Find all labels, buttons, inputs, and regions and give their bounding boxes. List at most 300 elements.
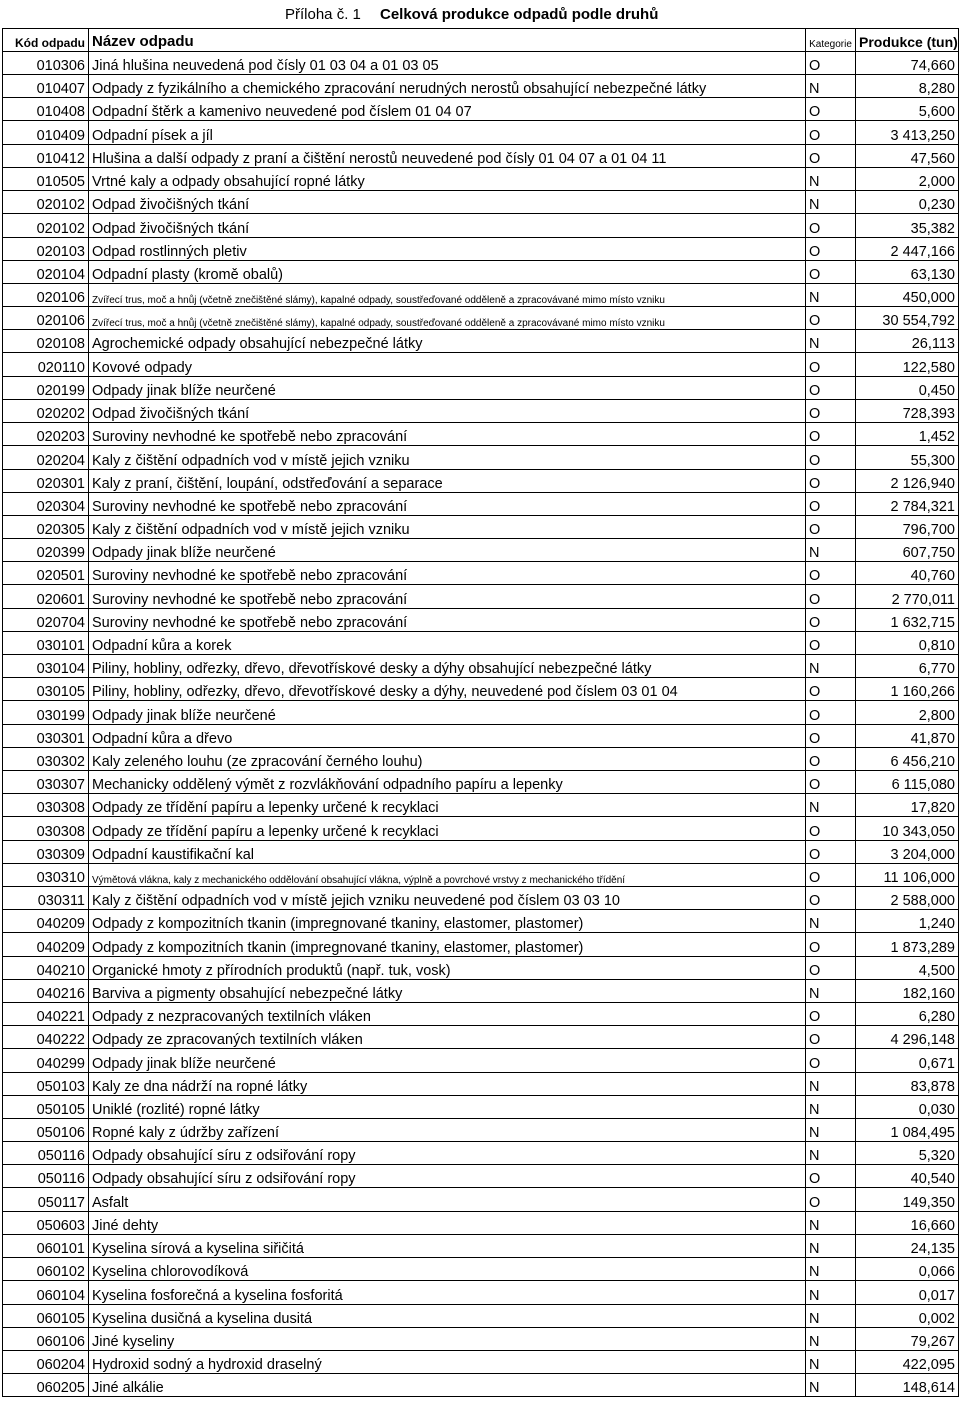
table-row: [3, 353, 959, 376]
category-cell: O: [806, 956, 856, 979]
waste-name-cell: Vrtné kaly a odpady obsahující ropné látky: [89, 167, 806, 190]
waste-name-cell: Odpad živočišných tkání: [89, 191, 806, 214]
waste-code-cell: 020601: [3, 585, 89, 608]
waste-name-cell: Odpadní písek a jíl: [89, 121, 806, 144]
table-row: [3, 52, 959, 75]
category-cell: O: [806, 1026, 856, 1049]
waste-name-cell: Mechanicky oddělený výmět z rozvlákňování odpadního papíru a lepenky: [89, 770, 806, 793]
category-cell: O: [806, 237, 856, 260]
waste-name-cell: Odpady jinak blíže neurčené: [89, 1049, 806, 1072]
table-row: [3, 794, 959, 817]
category-cell: O: [806, 840, 856, 863]
waste-name-cell: Uniklé (rozlité) ropné látky: [89, 1095, 806, 1118]
table-row: [3, 910, 959, 933]
table-row: [3, 492, 959, 515]
waste-code-cell: 020202: [3, 399, 89, 422]
production-cell: 2 588,000: [856, 887, 959, 910]
category-cell: O: [806, 469, 856, 492]
waste-code-cell: 040299: [3, 1049, 89, 1072]
table-row: [3, 770, 959, 793]
production-cell: 0,066: [856, 1258, 959, 1281]
table-row: [3, 399, 959, 422]
table-row: [3, 1258, 959, 1281]
waste-name-cell: Kyselina chlorovodíková: [89, 1258, 806, 1281]
category-cell: O: [806, 724, 856, 747]
waste-name-cell: Barviva a pigmenty obsahující nebezpečné látky: [89, 979, 806, 1002]
category-cell: O: [806, 585, 856, 608]
production-cell: 63,130: [856, 260, 959, 283]
waste-code-cell: 010412: [3, 144, 89, 167]
category-cell: N: [806, 794, 856, 817]
production-cell: 26,113: [856, 330, 959, 353]
waste-code-cell: 020106: [3, 307, 89, 330]
category-cell: O: [806, 121, 856, 144]
waste-code-cell: 010409: [3, 121, 89, 144]
waste-code-cell: 030105: [3, 678, 89, 701]
waste-name-cell: Odpad rostlinných pletiv: [89, 237, 806, 260]
waste-name-cell: Odpadní kůra a korek: [89, 631, 806, 654]
production-cell: 5,320: [856, 1142, 959, 1165]
waste-name-cell: Odpady ze zpracovaných textilních vláken: [89, 1026, 806, 1049]
waste-code-cell: 020102: [3, 191, 89, 214]
waste-code-cell: 030307: [3, 770, 89, 793]
category-cell: N: [806, 655, 856, 678]
waste-code-cell: 030302: [3, 747, 89, 770]
production-cell: 0,671: [856, 1049, 959, 1072]
waste-code-cell: 030310: [3, 863, 89, 886]
waste-code-cell: 020203: [3, 423, 89, 446]
waste-name-cell: Odpady obsahující síru z odsiřování ropy: [89, 1165, 806, 1188]
category-cell: O: [806, 608, 856, 631]
waste-name-cell: Výmětová vlákna, kaly z mechanického oddělování obsahující vlákna, výplně a povrchové vrstvy z mechanického třídění: [89, 863, 806, 886]
waste-name-cell: Kaly ze dna nádrží na ropné látky: [89, 1072, 806, 1095]
waste-code-cell: 040221: [3, 1002, 89, 1025]
category-cell: O: [806, 423, 856, 446]
production-cell: 1 160,266: [856, 678, 959, 701]
waste-code-cell: 030301: [3, 724, 89, 747]
production-cell: 1,240: [856, 910, 959, 933]
table-row: [3, 1072, 959, 1095]
table-row: [3, 144, 959, 167]
category-cell: N: [806, 167, 856, 190]
waste-code-cell: 040222: [3, 1026, 89, 1049]
waste-name-cell: Kyselina sírová a kyselina siřičitá: [89, 1234, 806, 1257]
waste-name-cell: Kovové odpady: [89, 353, 806, 376]
table-row: [3, 1165, 959, 1188]
waste-name-cell: Kyselina dusičná a kyselina dusitá: [89, 1304, 806, 1327]
category-cell: N: [806, 330, 856, 353]
production-cell: 4,500: [856, 956, 959, 979]
waste-code-cell: 020204: [3, 446, 89, 469]
production-cell: 79,267: [856, 1327, 959, 1350]
category-cell: N: [806, 75, 856, 98]
production-cell: 182,160: [856, 979, 959, 1002]
waste-name-cell: Odpady ze třídění papíru a lepenky určené k recyklaci: [89, 817, 806, 840]
table-row: [3, 283, 959, 306]
production-cell: 0,002: [856, 1304, 959, 1327]
waste-code-cell: 050103: [3, 1072, 89, 1095]
table-row: [3, 956, 959, 979]
table-row: [3, 515, 959, 538]
waste-name-cell: Odpady jinak blíže neurčené: [89, 376, 806, 399]
production-cell: 728,393: [856, 399, 959, 422]
waste-code-cell: 020104: [3, 260, 89, 283]
table-row: [3, 121, 959, 144]
production-cell: 1 632,715: [856, 608, 959, 631]
table-row: [3, 1002, 959, 1025]
production-cell: 5,600: [856, 98, 959, 121]
table-row: [3, 863, 959, 886]
production-cell: 2,000: [856, 167, 959, 190]
waste-code-cell: 060101: [3, 1234, 89, 1257]
production-cell: 6,770: [856, 655, 959, 678]
category-cell: N: [806, 1327, 856, 1350]
waste-code-cell: 030308: [3, 817, 89, 840]
waste-name-cell: Odpadní kůra a dřevo: [89, 724, 806, 747]
category-cell: O: [806, 307, 856, 330]
waste-name-cell: Suroviny nevhodné ke spotřebě nebo zpracování: [89, 562, 806, 585]
category-cell: O: [806, 353, 856, 376]
category-cell: N: [806, 1211, 856, 1234]
production-cell: 2 447,166: [856, 237, 959, 260]
waste-name-cell: Piliny, hobliny, odřezky, dřevo, dřevotřískové desky a dýhy, neuvedené pod číslem 03 01 04: [89, 678, 806, 701]
category-cell: O: [806, 678, 856, 701]
production-cell: 55,300: [856, 446, 959, 469]
category-cell: N: [806, 1281, 856, 1304]
waste-code-cell: 060205: [3, 1374, 89, 1397]
waste-name-cell: Kaly zeleného louhu (ze zpracování černého louhu): [89, 747, 806, 770]
waste-name-cell: Odpady jinak blíže neurčené: [89, 701, 806, 724]
table-row: [3, 214, 959, 237]
waste-name-cell: Zvířecí trus, moč a hnůj (včetně znečištěné slámy), kapalné odpady, soustřeďované odděleně a zpracovávané mimo místo vzniku: [89, 283, 806, 306]
waste-code-cell: 010407: [3, 75, 89, 98]
category-cell: O: [806, 863, 856, 886]
table-row: [3, 979, 959, 1002]
category-cell: O: [806, 492, 856, 515]
table-row: [3, 1234, 959, 1257]
table-row: [3, 1118, 959, 1141]
production-cell: 3 204,000: [856, 840, 959, 863]
waste-name-cell: Odpadní kaustifikační kal: [89, 840, 806, 863]
production-cell: 41,870: [856, 724, 959, 747]
waste-name-cell: Agrochemické odpady obsahující nebezpečné látky: [89, 330, 806, 353]
table-row: [3, 1327, 959, 1350]
waste-name-cell: Odpad živočišných tkání: [89, 399, 806, 422]
category-cell: O: [806, 817, 856, 840]
production-cell: 6 456,210: [856, 747, 959, 770]
production-cell: 6,280: [856, 1002, 959, 1025]
table-row: [3, 423, 959, 446]
production-cell: 16,660: [856, 1211, 959, 1234]
waste-code-cell: 010505: [3, 167, 89, 190]
waste-code-cell: 020108: [3, 330, 89, 353]
waste-code-cell: 050116: [3, 1165, 89, 1188]
document-title: [0, 4, 960, 26]
category-cell: O: [806, 399, 856, 422]
column-header-production: Produkce (tun): [856, 29, 959, 52]
production-cell: 0,450: [856, 376, 959, 399]
table-header: [3, 29, 959, 52]
table-row: [3, 167, 959, 190]
page-title: Celková produkce odpadů podle druhů: [380, 6, 659, 23]
waste-name-cell: Odpady z kompozitních tkanin (impregnované tkaniny, elastomer, plastomer): [89, 933, 806, 956]
table-row: [3, 701, 959, 724]
waste-code-cell: 050116: [3, 1142, 89, 1165]
production-cell: 607,750: [856, 539, 959, 562]
category-cell: O: [806, 701, 856, 724]
category-cell: O: [806, 562, 856, 585]
table-row: [3, 655, 959, 678]
production-cell: 6 115,080: [856, 770, 959, 793]
waste-name-cell: Kaly z čištění odpadních vod v místě jejich vzniku: [89, 515, 806, 538]
category-cell: O: [806, 515, 856, 538]
category-cell: O: [806, 1188, 856, 1211]
production-cell: 40,540: [856, 1165, 959, 1188]
production-cell: 1,452: [856, 423, 959, 446]
category-cell: O: [806, 1165, 856, 1188]
waste-name-cell: Suroviny nevhodné ke spotřebě nebo zpracování: [89, 585, 806, 608]
waste-name-cell: Odpadní štěrk a kamenivo neuvedené pod číslem 01 04 07: [89, 98, 806, 121]
waste-code-cell: 020110: [3, 353, 89, 376]
production-cell: 2 770,011: [856, 585, 959, 608]
production-cell: 2 126,940: [856, 469, 959, 492]
production-cell: 10 343,050: [856, 817, 959, 840]
waste-code-cell: 010408: [3, 98, 89, 121]
waste-name-cell: Suroviny nevhodné ke spotřebě nebo zpracování: [89, 423, 806, 446]
category-cell: N: [806, 1258, 856, 1281]
table-row: [3, 469, 959, 492]
category-cell: O: [806, 214, 856, 237]
waste-code-cell: 020102: [3, 214, 89, 237]
table-row: [3, 539, 959, 562]
waste-name-cell: Jiná hlušina neuvedená pod čísly 01 03 04 a 01 03 05: [89, 52, 806, 75]
waste-name-cell: Hydroxid sodný a hydroxid draselný: [89, 1350, 806, 1373]
waste-code-cell: 030199: [3, 701, 89, 724]
category-cell: N: [806, 1234, 856, 1257]
waste-code-cell: 040216: [3, 979, 89, 1002]
category-cell: O: [806, 260, 856, 283]
production-cell: 148,614: [856, 1374, 959, 1397]
production-cell: 0,017: [856, 1281, 959, 1304]
production-cell: 35,382: [856, 214, 959, 237]
category-cell: O: [806, 631, 856, 654]
waste-code-cell: 030308: [3, 794, 89, 817]
production-cell: 2,800: [856, 701, 959, 724]
waste-name-cell: Jiné alkálie: [89, 1374, 806, 1397]
table-row: [3, 1211, 959, 1234]
table-row: [3, 1374, 959, 1397]
waste-name-cell: Kyselina fosforečná a kyselina fosforitá: [89, 1281, 806, 1304]
table-row: [3, 260, 959, 283]
waste-name-cell: Odpady z nezpracovaných textilních vláken: [89, 1002, 806, 1025]
table-row: [3, 330, 959, 353]
category-cell: N: [806, 1350, 856, 1373]
column-header-name: Název odpadu: [89, 29, 806, 52]
table-row: [3, 376, 959, 399]
waste-name-cell: Kaly z čištění odpadních vod v místě jejich vzniku: [89, 446, 806, 469]
waste-name-cell: Odpad živočišných tkání: [89, 214, 806, 237]
category-cell: N: [806, 1118, 856, 1141]
waste-name-cell: Odpadní plasty (kromě obalů): [89, 260, 806, 283]
production-cell: 0,030: [856, 1095, 959, 1118]
production-cell: 8,280: [856, 75, 959, 98]
production-cell: 422,095: [856, 1350, 959, 1373]
waste-name-cell: Organické hmoty z přírodních produktů (např. tuk, vosk): [89, 956, 806, 979]
column-header-category: Kategorie: [806, 29, 856, 52]
production-cell: 1 873,289: [856, 933, 959, 956]
production-cell: 17,820: [856, 794, 959, 817]
category-cell: O: [806, 98, 856, 121]
waste-code-cell: 030309: [3, 840, 89, 863]
category-cell: N: [806, 979, 856, 1002]
waste-code-cell: 060102: [3, 1258, 89, 1281]
production-cell: 0,810: [856, 631, 959, 654]
waste-name-cell: Jiné dehty: [89, 1211, 806, 1234]
table-row: [3, 562, 959, 585]
table-row: [3, 1350, 959, 1373]
waste-name-cell: Kaly z praní, čištění, loupání, odstřeďování a separace: [89, 469, 806, 492]
table-row: [3, 817, 959, 840]
waste-code-cell: 020704: [3, 608, 89, 631]
table-row: [3, 840, 959, 863]
category-cell: O: [806, 887, 856, 910]
waste-code-cell: 040210: [3, 956, 89, 979]
table-row: [3, 1188, 959, 1211]
waste-name-cell: Suroviny nevhodné ke spotřebě nebo zpracování: [89, 492, 806, 515]
category-cell: N: [806, 191, 856, 214]
waste-code-cell: 020304: [3, 492, 89, 515]
column-header-code: Kód odpadu: [3, 29, 89, 52]
waste-code-cell: 020399: [3, 539, 89, 562]
production-cell: 2 784,321: [856, 492, 959, 515]
table-row: [3, 1095, 959, 1118]
table-row: [3, 585, 959, 608]
production-cell: 796,700: [856, 515, 959, 538]
category-cell: O: [806, 770, 856, 793]
category-cell: O: [806, 747, 856, 770]
production-cell: 0,230: [856, 191, 959, 214]
waste-code-cell: 020501: [3, 562, 89, 585]
category-cell: O: [806, 1002, 856, 1025]
table-row: [3, 191, 959, 214]
category-cell: O: [806, 933, 856, 956]
waste-name-cell: Odpady jinak blíže neurčené: [89, 539, 806, 562]
waste-code-cell: 020305: [3, 515, 89, 538]
waste-code-cell: 020103: [3, 237, 89, 260]
table-row: [3, 933, 959, 956]
production-cell: 3 413,250: [856, 121, 959, 144]
category-cell: O: [806, 52, 856, 75]
waste-name-cell: Kaly z čištění odpadních vod v místě jejich vzniku neuvedené pod číslem 03 03 10: [89, 887, 806, 910]
category-cell: N: [806, 539, 856, 562]
table-row: [3, 631, 959, 654]
table-row: [3, 1304, 959, 1327]
table-body: [3, 52, 959, 1397]
waste-name-cell: Ropné kaly z údržby zařízení: [89, 1118, 806, 1141]
waste-code-cell: 030311: [3, 887, 89, 910]
waste-name-cell: Odpady ze třídění papíru a lepenky určené k recyklaci: [89, 794, 806, 817]
waste-name-cell: Odpady obsahující síru z odsiřování ropy: [89, 1142, 806, 1165]
table-row: [3, 1049, 959, 1072]
waste-code-cell: 020199: [3, 376, 89, 399]
waste-code-cell: 040209: [3, 933, 89, 956]
waste-name-cell: Zvířecí trus, moč a hnůj (včetně znečištěné slámy), kapalné odpady, soustřeďované odděleně a zpracovávané mimo místo vzniku: [89, 307, 806, 330]
waste-production-table: [2, 28, 959, 1397]
waste-code-cell: 050117: [3, 1188, 89, 1211]
waste-code-cell: 040209: [3, 910, 89, 933]
category-cell: O: [806, 376, 856, 399]
production-cell: 24,135: [856, 1234, 959, 1257]
category-cell: N: [806, 1374, 856, 1397]
category-cell: N: [806, 283, 856, 306]
category-cell: O: [806, 144, 856, 167]
category-cell: N: [806, 1142, 856, 1165]
production-cell: 30 554,792: [856, 307, 959, 330]
production-cell: 149,350: [856, 1188, 959, 1211]
waste-name-cell: Asfalt: [89, 1188, 806, 1211]
waste-code-cell: 020106: [3, 283, 89, 306]
waste-code-cell: 030104: [3, 655, 89, 678]
waste-name-cell: Odpady z kompozitních tkanin (impregnované tkaniny, elastomer, plastomer): [89, 910, 806, 933]
waste-code-cell: 060105: [3, 1304, 89, 1327]
table-row: [3, 1142, 959, 1165]
waste-code-cell: 050603: [3, 1211, 89, 1234]
table-row: [3, 608, 959, 631]
waste-code-cell: 050106: [3, 1118, 89, 1141]
table-row: [3, 1026, 959, 1049]
category-cell: O: [806, 1049, 856, 1072]
production-cell: 40,760: [856, 562, 959, 585]
table-row: [3, 446, 959, 469]
waste-code-cell: 060104: [3, 1281, 89, 1304]
production-cell: 4 296,148: [856, 1026, 959, 1049]
waste-code-cell: 020301: [3, 469, 89, 492]
table-row: [3, 75, 959, 98]
table-row: [3, 887, 959, 910]
table-row: [3, 678, 959, 701]
appendix-label: Příloha č. 1: [285, 6, 361, 23]
waste-name-cell: Suroviny nevhodné ke spotřebě nebo zpracování: [89, 608, 806, 631]
production-cell: 74,660: [856, 52, 959, 75]
waste-code-cell: 030101: [3, 631, 89, 654]
table-row: [3, 747, 959, 770]
production-cell: 1 084,495: [856, 1118, 959, 1141]
waste-code-cell: 050105: [3, 1095, 89, 1118]
production-cell: 450,000: [856, 283, 959, 306]
waste-name-cell: Hlušina a další odpady z praní a čištění nerostů neuvedené pod čísly 01 04 07 a 01 04 11: [89, 144, 806, 167]
production-cell: 47,560: [856, 144, 959, 167]
waste-name-cell: Jiné kyseliny: [89, 1327, 806, 1350]
waste-name-cell: Odpady z fyzikálního a chemického zpracování nerudných nerostů obsahující nebezpečné látky: [89, 75, 806, 98]
waste-code-cell: 010306: [3, 52, 89, 75]
category-cell: N: [806, 1304, 856, 1327]
category-cell: N: [806, 1072, 856, 1095]
category-cell: N: [806, 910, 856, 933]
waste-code-cell: 060204: [3, 1350, 89, 1373]
waste-code-cell: 060106: [3, 1327, 89, 1350]
category-cell: N: [806, 1095, 856, 1118]
table-row: [3, 724, 959, 747]
production-cell: 122,580: [856, 353, 959, 376]
production-cell: 83,878: [856, 1072, 959, 1095]
waste-name-cell: Piliny, hobliny, odřezky, dřevo, dřevotřískové desky a dýhy obsahující nebezpečné látky: [89, 655, 806, 678]
table-row: [3, 98, 959, 121]
production-cell: 11 106,000: [856, 863, 959, 886]
table-row: [3, 307, 959, 330]
table-row: [3, 1281, 959, 1304]
category-cell: O: [806, 446, 856, 469]
table-row: [3, 237, 959, 260]
